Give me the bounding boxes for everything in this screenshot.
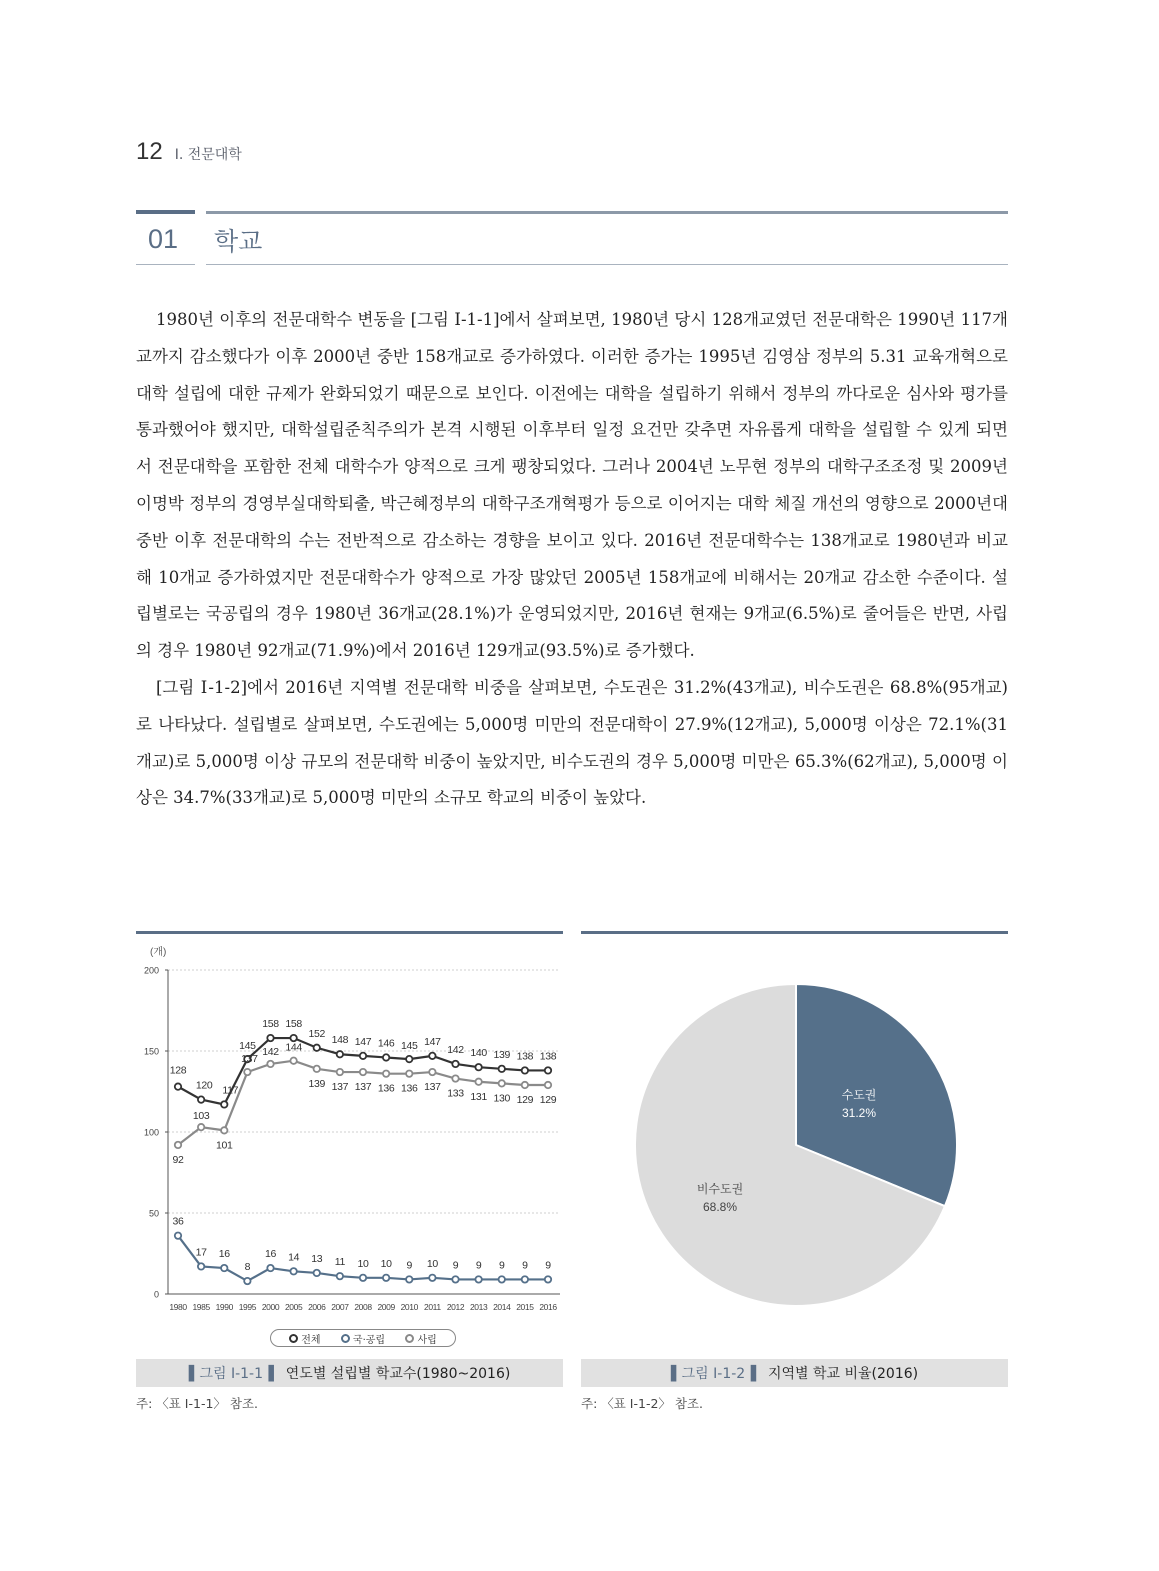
- x-tick-label-2015: 2015: [516, 1302, 534, 1312]
- point-private-2010: [406, 1070, 412, 1076]
- data-label-total-2014: 139: [493, 1048, 511, 1061]
- x-tick-label-2009: 2009: [377, 1302, 395, 1312]
- data-label-total-2016: 138: [539, 1050, 557, 1063]
- point-public-2014: [499, 1276, 505, 1282]
- x-tick-label-2006: 2006: [308, 1302, 326, 1312]
- x-tick-label-2005: 2005: [284, 1302, 303, 1312]
- data-label-private-2010: 136: [400, 1082, 418, 1095]
- point-private-1990: [221, 1127, 227, 1133]
- data-label-public-2006: 13: [311, 1252, 323, 1265]
- point-public-1995: [244, 1278, 250, 1284]
- point-total-2010: [406, 1056, 412, 1062]
- point-public-2010: [406, 1276, 412, 1282]
- point-total-1980: [175, 1083, 181, 1089]
- pie-label-capital-name: 수도권: [841, 1088, 877, 1102]
- point-private-2008: [360, 1069, 366, 1075]
- data-label-public-2010: 9: [406, 1259, 413, 1272]
- data-label-total-2013: 140: [470, 1047, 487, 1060]
- point-private-2014: [499, 1080, 505, 1086]
- point-private-1985: [198, 1124, 204, 1130]
- page-number: 12: [136, 138, 163, 165]
- figure1-caption-title: 연도별 설립별 학교수(1980~2016): [285, 1366, 511, 1382]
- legend-marker-total: [289, 1334, 298, 1343]
- y-tick-label-50: 50: [148, 1208, 159, 1219]
- x-tick-label-2008: 2008: [354, 1302, 372, 1312]
- point-total-2006: [314, 1045, 320, 1051]
- data-label-private-2007: 137: [331, 1081, 349, 1094]
- data-label-total-1985: 120: [195, 1079, 213, 1092]
- x-tick-label-2000: 2000: [261, 1302, 280, 1312]
- data-label-private-2000: 142: [262, 1045, 279, 1058]
- point-private-2011: [429, 1069, 435, 1075]
- legend-marker-private: [405, 1334, 414, 1343]
- point-total-2014: [499, 1066, 505, 1072]
- figure1-top-bar: [136, 931, 563, 934]
- figure1-caption-label: ▌그림 Ⅰ-1-1▐: [188, 1366, 274, 1382]
- data-label-private-2011: 137: [424, 1081, 441, 1094]
- data-label-public-2015: 9: [522, 1259, 528, 1272]
- point-total-2011: [429, 1053, 435, 1059]
- section-bar-left: [136, 210, 195, 214]
- x-tick-label-2010: 2010: [400, 1302, 418, 1312]
- figure1-note: 주: 〈표 Ⅰ-1-1〉 참조.: [136, 1396, 259, 1411]
- data-label-private-2012: 133: [447, 1087, 464, 1100]
- data-label-private-2014: 130: [493, 1092, 511, 1105]
- point-total-2008: [360, 1053, 366, 1059]
- data-label-public-2013: 9: [475, 1259, 482, 1272]
- data-label-public-1985: 17: [195, 1246, 207, 1259]
- point-public-2005: [290, 1268, 296, 1274]
- x-tick-label-2014: 2014: [493, 1302, 511, 1312]
- point-private-2012: [452, 1075, 458, 1081]
- x-tick-label-1980: 1980: [169, 1302, 187, 1312]
- data-label-public-2014: 9: [498, 1259, 505, 1272]
- data-label-total-2007: 148: [331, 1034, 349, 1047]
- y-tick-label-100: 100: [143, 1127, 159, 1138]
- point-private-1995: [244, 1069, 250, 1075]
- data-label-public-2008: 10: [357, 1257, 369, 1270]
- x-tick-label-1990: 1990: [215, 1302, 233, 1312]
- data-label-private-2006: 139: [308, 1077, 326, 1090]
- pie-label-capital-value: 31.2%: [841, 1106, 877, 1120]
- data-label-total-1990: 117: [222, 1084, 239, 1097]
- legend-item-total: [289, 1331, 320, 1346]
- data-label-public-1995: 8: [244, 1261, 251, 1274]
- point-public-2016: [545, 1276, 551, 1282]
- point-public-2013: [475, 1276, 481, 1282]
- data-label-total-1995: 145: [239, 1040, 256, 1053]
- point-public-2008: [360, 1275, 366, 1281]
- point-total-1985: [198, 1096, 204, 1102]
- point-total-2013: [475, 1064, 481, 1070]
- data-label-total-2011: 147: [424, 1035, 441, 1048]
- data-label-private-1990: 101: [215, 1139, 233, 1152]
- x-tick-label-1995: 1995: [238, 1302, 257, 1312]
- point-private-1980: [175, 1142, 181, 1148]
- figure2-caption: [581, 1359, 1008, 1387]
- point-public-1990: [221, 1265, 227, 1271]
- figure2-caption-label: ▌그림 Ⅰ-1-2▐: [670, 1366, 756, 1382]
- point-private-2016: [545, 1082, 551, 1088]
- pie-label-noncapital-name: 비수도권: [696, 1182, 744, 1196]
- data-label-total-2010: 145: [400, 1040, 418, 1053]
- data-label-private-2005: 144: [285, 1041, 302, 1054]
- x-tick-label-2013: 2013: [469, 1302, 488, 1312]
- data-label-public-2016: 9: [545, 1259, 551, 1272]
- figure1-caption: [136, 1359, 563, 1387]
- data-label-total-2000: 158: [262, 1018, 279, 1031]
- point-public-1980: [175, 1232, 181, 1238]
- data-label-public-2000: 16: [264, 1248, 277, 1261]
- pie-chart: [581, 975, 1008, 1315]
- section-bar-right: [206, 211, 1008, 214]
- paragraph-1: 1980년 이후의 전문대학수 변동을 [그림 Ⅰ-1-1]에서 살펴보면, 1980년 당시 128개교였던 전문대학은 1990년 117개교까지 감소했다가 이후 2000년 중반 158개교로 증가하였다. 이러한 증가는 1995년 김영삼 정부의 5.31 교육개혁으로 대학 설립에 대한 규제가 완화되었기 때문으로 보인다. 이전에는 대학을 설립하기 위해서 정부의 까다로운 심사와 평가를 통과했어야 했지만, 대학설립준칙주의가 본격 시행된 이후부터 일정 요건만 갖추면 자유롭게 대학을 설립할 수 있게 되면서 전문대학을 포함한 전체 대학수가 양적으로 크게 팽창되었다. 그러나 2004년 노무현 정부의 대학구조조정 및 2009년 이명박 정부의 경영부실대학퇴출, 박근혜정부의 대학구조개혁평가 등으로 이어지는 대학 체질 개선의 영향으로 2000년대 중반 이후 전문대학의 수는 전반적으로 감소하는 경향을 보이고 있다. 2016년 전문대학수는 138개교로 1980년과 비교해 10개교 증가하였지만 전문대학수가 양적으로 가장 많았던 2005년 158개교에 비해서는 20개교 감소한 수준이다. 설립별로는 국공립의 경우 1980년 36개교(28.1%)가 운영되었지만, 2016년 현재는 9개교(6.5%)로 줄어들은 반면, 사립의 경우 1980년 92개교(71.9%)에서 2016년 129개교(93.5%)로 증가했다.: [136, 310, 1008, 661]
- point-total-2007: [337, 1051, 343, 1057]
- point-private-2005: [290, 1058, 296, 1064]
- legend-label-public: 국·공립: [352, 1334, 386, 1346]
- figure2-note: 주: 〈표 Ⅰ-1-2〉 참조.: [581, 1396, 704, 1411]
- section-title: 학교: [214, 227, 263, 256]
- point-private-2009: [383, 1070, 389, 1076]
- x-tick-label-1985: 1985: [192, 1302, 210, 1312]
- point-public-1985: [198, 1263, 204, 1269]
- point-public-2009: [383, 1275, 389, 1281]
- x-tick-label-2012: 2012: [446, 1302, 465, 1312]
- body-text: [136, 302, 1008, 817]
- point-private-2000: [267, 1061, 273, 1067]
- point-public-2006: [314, 1270, 320, 1276]
- point-total-2016: [545, 1067, 551, 1073]
- data-label-private-2015: 129: [516, 1094, 534, 1107]
- x-tick-label-2007: 2007: [331, 1302, 349, 1312]
- point-public-2000: [267, 1265, 273, 1271]
- point-total-2012: [452, 1061, 458, 1067]
- legend-label-total: 전체: [301, 1334, 321, 1346]
- paragraph-2: [그림 Ⅰ-1-2]에서 2016년 지역별 전문대학 비중을 살펴보면, 수도권은 31.2%(43개교), 비수도권은 68.8%(95개교)로 나타났다. 설립별로 살펴보면, 수도권에는 5,000명 미만의 전문대학이 27.9%(12개교), 5,000명 이상은 72.1%(31개교)로 5,000명 이상 규모의 전문대학 비중이 높았지만, 비수도권의 경우 5,000명 미만은 65.3%(62개교), 5,000명 이상은 34.7%(33개교)로 5,000명 미만의 소규모 학교의 비중이 높았다.: [136, 677, 1008, 808]
- point-total-2005: [290, 1035, 296, 1041]
- data-label-private-2016: 129: [539, 1094, 557, 1107]
- point-total-2000: [267, 1035, 273, 1041]
- data-label-total-2012: 142: [447, 1043, 464, 1056]
- y-tick-label-200: 200: [143, 965, 159, 976]
- x-tick-label-2011: 2011: [424, 1302, 441, 1312]
- point-total-2009: [383, 1054, 389, 1060]
- point-private-2007: [337, 1069, 343, 1075]
- x-tick-label-2016: 2016: [539, 1302, 557, 1312]
- legend-item-private: [405, 1331, 436, 1346]
- data-label-public-2005: 14: [288, 1251, 300, 1264]
- point-public-2012: [452, 1276, 458, 1282]
- y-axis-unit: (개): [150, 947, 167, 958]
- data-label-public-1990: 16: [218, 1248, 230, 1261]
- data-label-public-2012: 9: [452, 1259, 459, 1272]
- data-label-private-1985: 103: [192, 1110, 210, 1123]
- y-tick-label-150: 150: [143, 1046, 159, 1057]
- data-label-public-2007: 11: [334, 1256, 346, 1269]
- pie-label-noncapital-value: 68.8%: [702, 1200, 738, 1214]
- legend-marker-public: [341, 1334, 350, 1343]
- point-total-1990: [221, 1101, 227, 1107]
- point-public-2011: [429, 1275, 435, 1281]
- chapter-title: Ⅰ. 전문대학: [174, 147, 242, 163]
- point-public-2015: [522, 1276, 528, 1282]
- point-private-2015: [522, 1082, 528, 1088]
- data-label-private-2009: 136: [377, 1082, 395, 1095]
- point-public-2007: [337, 1273, 343, 1279]
- data-label-total-2008: 147: [354, 1035, 372, 1048]
- data-label-public-2009: 10: [380, 1257, 392, 1270]
- point-total-2015: [522, 1067, 528, 1073]
- data-label-private-2013: 131: [470, 1090, 487, 1103]
- section-line-right: [206, 264, 1008, 265]
- page-header: [136, 138, 242, 166]
- chart-legend: [270, 1329, 456, 1347]
- point-private-2006: [314, 1066, 320, 1072]
- data-label-total-2009: 146: [377, 1037, 395, 1050]
- data-label-private-2008: 137: [354, 1081, 372, 1094]
- data-label-total-2005: 158: [285, 1018, 302, 1031]
- data-label-public-1980: 36: [172, 1215, 184, 1228]
- figure2-caption-title: 지역별 학교 비율(2016): [767, 1366, 919, 1382]
- data-label-private-1995: 137: [241, 1053, 258, 1066]
- figure2-top-bar: [581, 931, 1008, 934]
- line-chart: [130, 940, 570, 1320]
- data-label-total-2015: 138: [516, 1050, 534, 1063]
- data-label-private-1980: 92: [172, 1153, 184, 1166]
- y-tick-label-0: 0: [153, 1289, 159, 1300]
- legend-label-private: 사립: [417, 1334, 437, 1346]
- section-line-left: [136, 264, 195, 265]
- data-label-total-2006: 152: [308, 1027, 326, 1040]
- point-private-2013: [475, 1079, 481, 1085]
- section-number: 01: [148, 224, 179, 254]
- data-label-public-2011: 10: [426, 1257, 438, 1270]
- legend-item-public: [341, 1331, 385, 1346]
- data-label-total-1980: 128: [169, 1064, 187, 1077]
